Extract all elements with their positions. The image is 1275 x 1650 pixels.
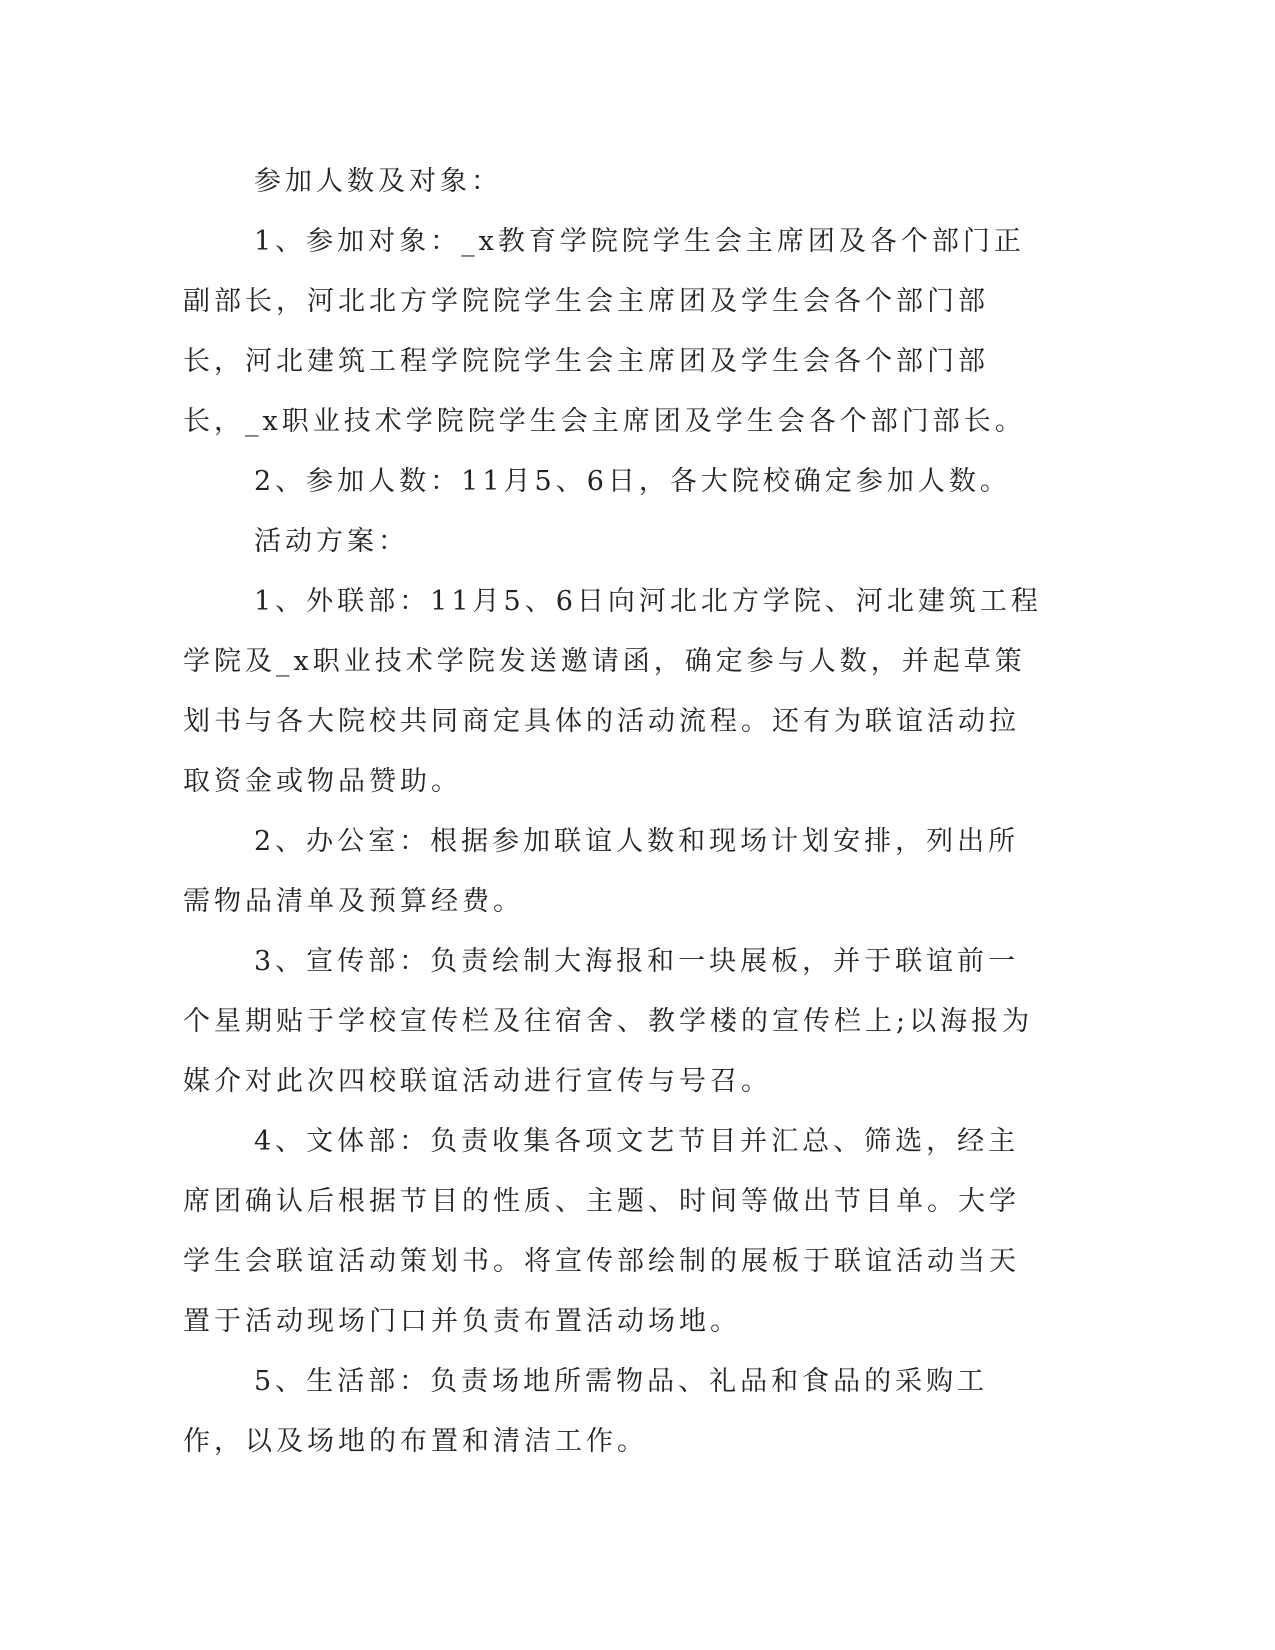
activity-plan-heading: 活动方案： [254,526,409,557]
office-paragraph: 2、办公室：根据参加联谊人数和现场计划安排，列出所需物品清单及预算经费。 [183,826,1020,917]
external-relations-paragraph: 1、外联部：11月5、6日向河北北方学院、河北建筑工程学院及_x职业技术学院发送邀请函，确定参与人数，并起草策划书与各大院校共同商定具体的活动流程。还有为联谊活动拉取资金或物品赞助。 [183,586,1042,797]
participants-target-paragraph: 1、参加对象：_x教育学院院学生会主席团及各个部门正副部长，河北北方学院院学生会主席团及学生会各个部门部长，河北建筑工程学院院学生会主席团及学生会各个部门部长，_x职业技术学院院学生会主席团及学生会各个部门部长。 [183,226,1026,437]
life-department-paragraph: 5、生活部：负责场地所需物品、礼品和食品的采购工作，以及场地的布置和清洁工作。 [183,1366,989,1457]
arts-sports-paragraph: 4、文体部：负责收集各项文艺节目并汇总、筛选，经主席团确认后根据节目的性质、主题、时间等做出节目单。大学学生会联谊活动策划书。将宣传部绘制的展板于联谊活动当天置于活动现场门口并负责布置活动场地。 [183,1126,1020,1337]
participants-count-paragraph: 2、参加人数：11月5、6日，各大院校确定参加人数。 [254,466,1011,497]
publicity-paragraph: 3、宣传部：负责绘制大海报和一块展板，并于联谊前一个星期贴于学校宣传栏及往宿舍、教学楼的宣传栏上;以海报为媒介对此次四校联谊活动进行宣传与号召。 [183,946,1034,1097]
participants-heading: 参加人数及对象： [254,166,502,197]
document-body [183,152,1043,1472]
